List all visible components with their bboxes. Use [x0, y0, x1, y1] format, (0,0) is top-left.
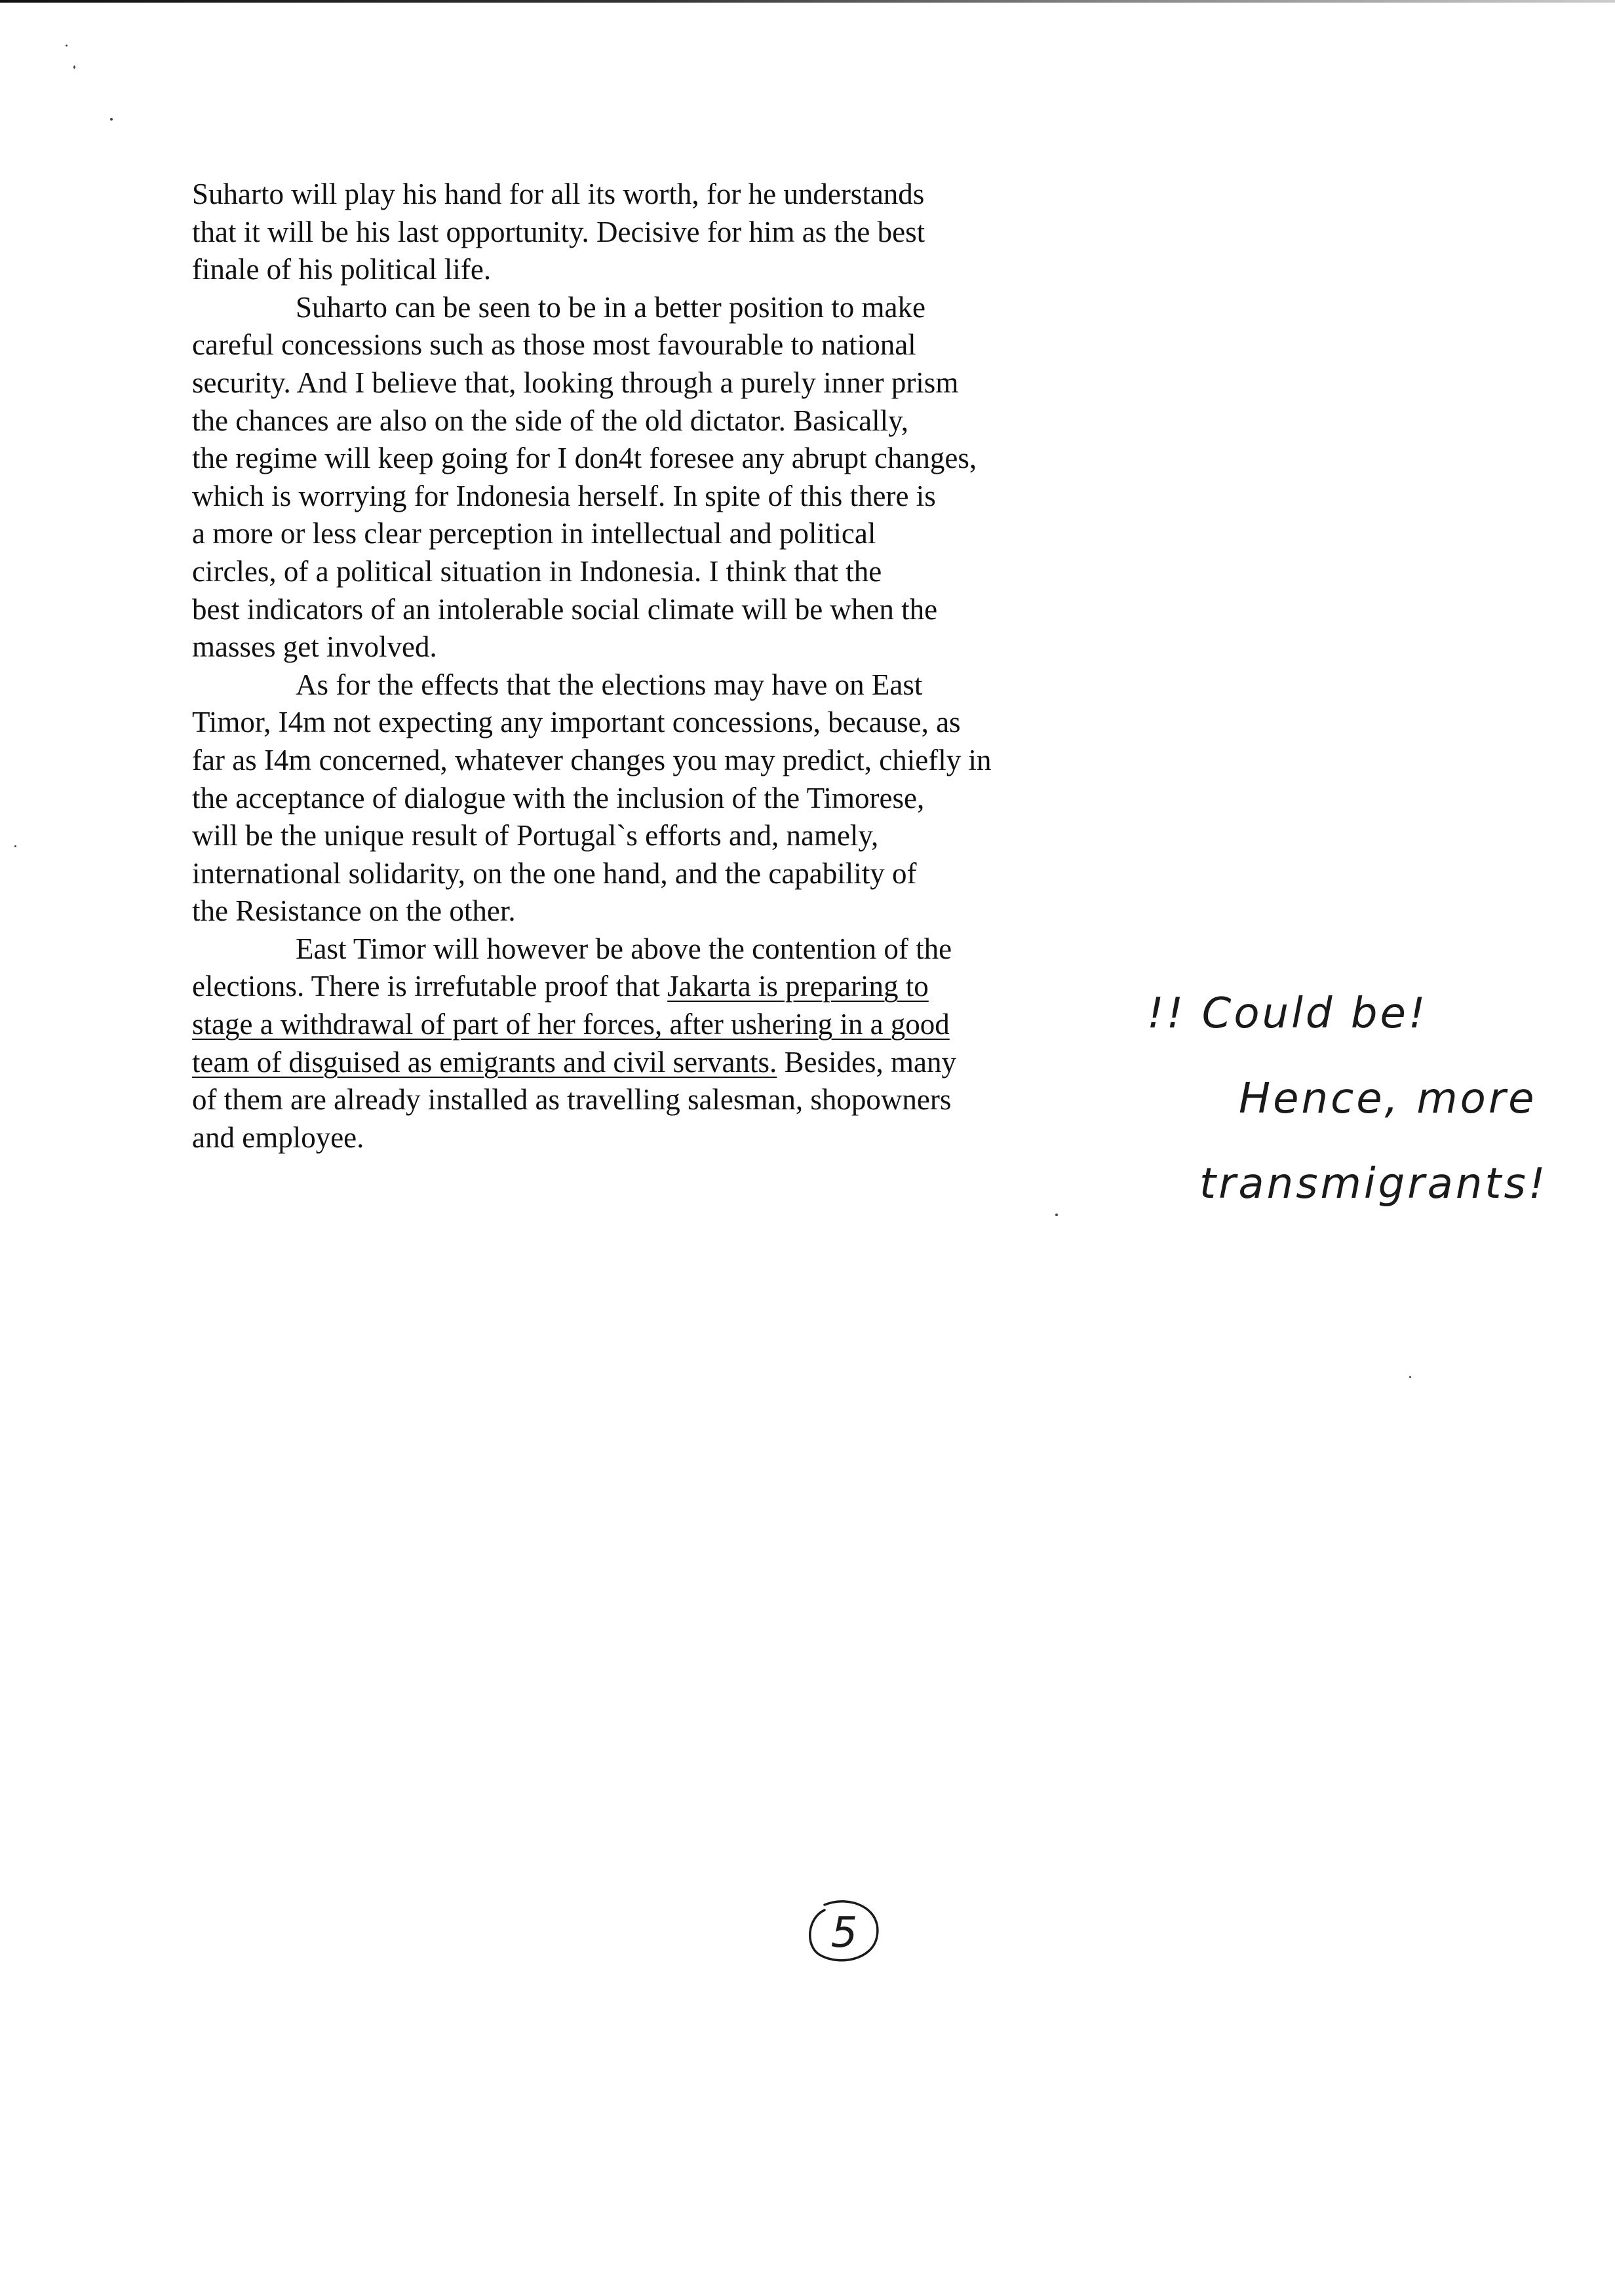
underlined-text: stage a withdrawal of part of her forces, after ushering in a good — [192, 1008, 950, 1041]
text-run: a more or less clear perception in intellectual and political — [192, 517, 876, 550]
text-line — [192, 478, 1149, 516]
text-line — [192, 364, 1149, 402]
text-run: the regime will keep going for I don4t foresee any abrupt changes, — [192, 442, 977, 475]
text-run: Suharto will play his hand for all its worth, for he understands — [192, 178, 925, 210]
text-line — [192, 251, 1149, 289]
text-run: will be the unique result of Portugal`s efforts and, namely, — [192, 819, 879, 852]
text-run: security. And I believe that, looking through a purely inner prism — [192, 366, 959, 399]
text-line — [192, 1081, 1149, 1119]
text-line — [192, 628, 1149, 666]
text-run: of them are already installed as travelling salesman, shopowners — [192, 1083, 952, 1117]
scan-speck — [110, 118, 113, 121]
text-run: the acceptance of dialogue with the inclusion of the Timorese, — [192, 781, 925, 814]
scan-top-edge — [0, 0, 1615, 3]
scan-speck — [14, 845, 16, 847]
text-line — [192, 968, 1149, 1006]
text-line — [192, 892, 1149, 930]
underlined-text: team of disguised as emigrants and civil servants. — [192, 1045, 777, 1079]
text-line — [192, 402, 1149, 440]
scan-speck — [1409, 1376, 1411, 1378]
text-run: and employee. — [192, 1120, 364, 1154]
text-run: circles, of a political situation in Indonesia. I think that the — [192, 554, 882, 588]
text-run: best indicators of an intolerable social climate will be when the — [192, 592, 938, 626]
text-line — [192, 817, 1149, 855]
text-run: Suharto can be seen to be in a better position to make — [296, 290, 925, 324]
scan-speck — [1055, 1214, 1058, 1216]
text-run: elections. There is irrefutable proof that — [192, 970, 668, 1003]
text-line — [192, 289, 1149, 327]
text-line — [192, 780, 1149, 818]
text-run: far as I4m concerned, whatever changes you may predict, chiefly in — [192, 743, 992, 776]
note-line-3: transmigrants! — [1199, 1160, 1548, 1208]
text-line — [192, 515, 1149, 553]
scan-speck — [73, 66, 75, 69]
text-run: masses get involved. — [192, 630, 437, 664]
text-line — [192, 1044, 1149, 1082]
underlined-text: Jakarta is preparing to — [667, 970, 929, 1003]
text-line — [192, 704, 1149, 742]
text-run: Besides, many — [777, 1045, 957, 1079]
text-run: East Timor will however be above the contention of the — [296, 932, 952, 965]
text-run: finale of his political life. — [192, 253, 492, 286]
text-line — [192, 1119, 1149, 1157]
handwritten-margin-note — [1147, 983, 1566, 1258]
text-line — [192, 214, 1149, 252]
text-run: which is worrying for Indonesia herself. In spite of this there is — [192, 479, 936, 512]
text-line — [192, 666, 1149, 704]
text-line — [192, 440, 1149, 478]
text-run: Timor, I4m not expecting any important concessions, because, as — [192, 706, 961, 739]
text-line — [192, 553, 1149, 591]
page-number — [805, 1897, 884, 1969]
text-run: careful concessions such as those most favourable to national — [192, 328, 916, 362]
text-run: As for the effects that the elections may have on East — [296, 668, 923, 701]
text-line — [192, 591, 1149, 629]
text-line — [192, 930, 1149, 968]
text-line — [192, 1006, 1149, 1044]
text-run: the Resistance on the other. — [192, 894, 516, 928]
note-line-2: Hence, more — [1239, 1075, 1537, 1123]
scan-speck — [66, 45, 68, 47]
body-text — [192, 176, 1149, 1157]
text-line — [192, 742, 1149, 780]
text-run: that it will be his last opportunity. Decisive for him as the best — [192, 215, 925, 248]
text-run: the chances are also on the side of the old dictator. Basically, — [192, 404, 908, 437]
page-number-text: 5 — [830, 1909, 858, 1957]
note-line-1: !! Could be! — [1147, 989, 1428, 1038]
text-line — [192, 855, 1149, 893]
text-line — [192, 176, 1149, 214]
text-run: international solidarity, on the one hand, and the capability of — [192, 856, 917, 890]
text-line — [192, 326, 1149, 364]
